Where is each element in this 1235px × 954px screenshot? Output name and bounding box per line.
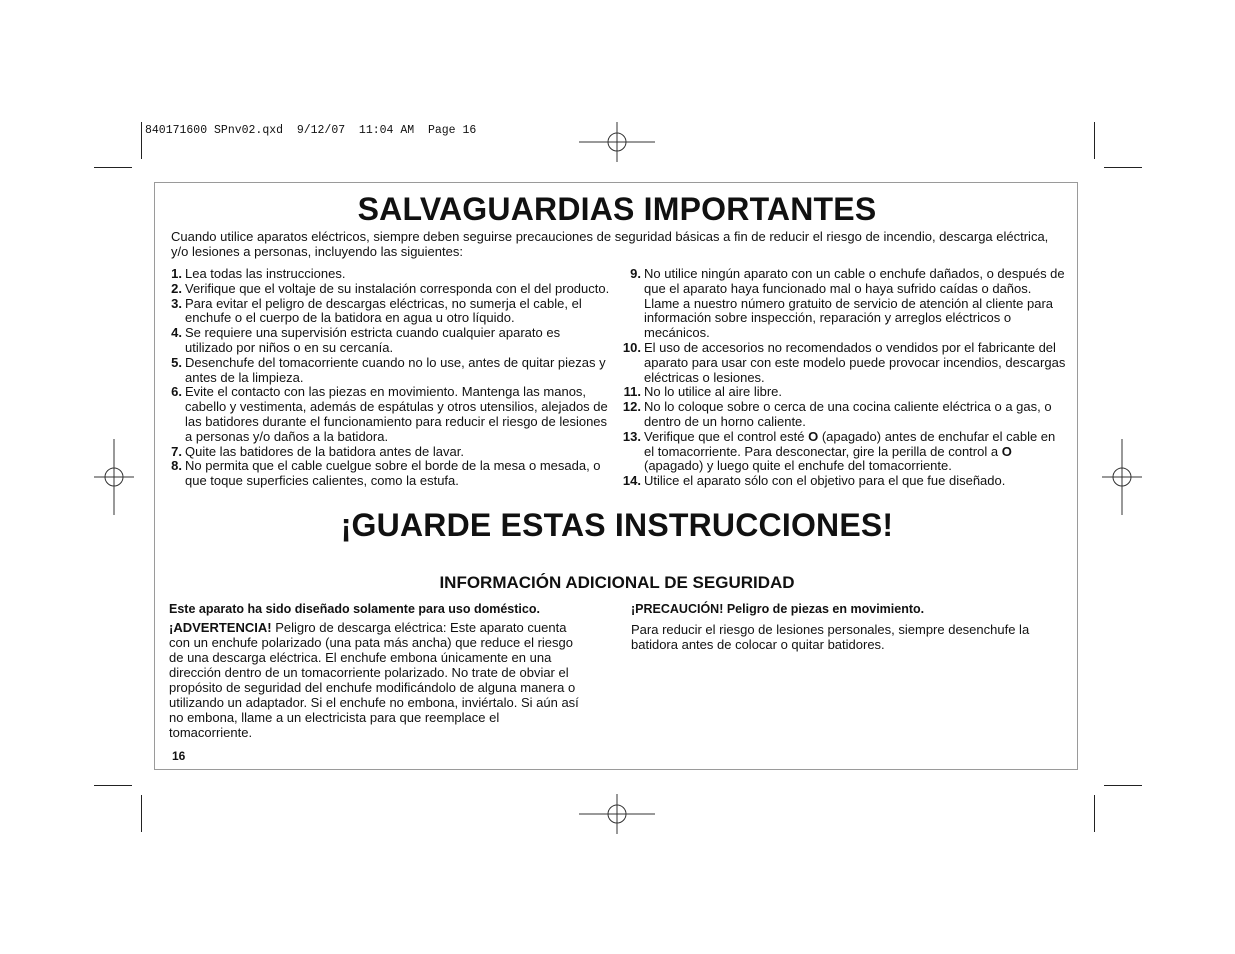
list-item: 12. No lo coloque sobre o cerca de una cocina caliente eléctrica o a gas, o dentro de un horno caliente. [622, 399, 1052, 429]
caution-section [631, 602, 1061, 652]
list-item: 10. El uso de accesorios no recomendados o vendidos por el fabricante del aparato para usar con este modelo puede provocar incendios, descargas eléctricas o lesiones. [622, 339, 1066, 385]
crop-mark [1104, 167, 1142, 168]
warning-paragraph: ¡ADVERTENCIA! Peligro de descarga eléctrica: Este aparato cuenta con un enchufe polarizado (una pata más ancha) que reduce el riesgo de una descarga eléctrica. El enchufe embona únicamente en una dirección dentro de un tomacorriente polarizado. No trate de obviar el propósito de seguridad del enchufe modificándolo de alguna manera o utilizando un adaptador. Si el enchufe no embona, inviértalo. Si aún así no embona, llame a un electricista para que reemplace el tomacorriente. [169, 620, 579, 740]
household-use-note: Este aparato ha sido diseñado solamente para uso doméstico. [169, 602, 540, 616]
page-title: SALVAGUARDIAS IMPORTANTES [357, 191, 877, 227]
intro-paragraph: Cuando utilice aparatos eléctricos, siempre deben seguirse precauciones de seguridad básicas a fin de reducir el riesgo de incendio, descarga eléctrica, y/o lesiones a personas, incluyendo las siguientes: [171, 229, 1049, 259]
list-item: 1. Lea todas las instrucciones. [171, 266, 346, 281]
file-slug: 840171600 SPnv02.qxd 9/12/07 11:04 AM Page 16 [145, 124, 477, 137]
rules-list-right [614, 267, 1066, 489]
list-item: 14. Utilice el aparato sólo con el objetivo para el que fue diseñado. [622, 473, 1006, 489]
registration-mark-right [1102, 439, 1142, 515]
save-instructions-title: ¡GUARDE ESTAS INSTRUCCIONES! [340, 507, 894, 543]
list-item: 6. Evite el contacto con las piezas en movimiento. Mantenga las manos, cabello y vestimenta, además de espátulas y otros utensilios, alejados de las batidores durante el funcionamiento para reducir el riesgo de lesiones a personas y/o daños a la batidora. [171, 384, 608, 444]
crop-mark [94, 167, 132, 168]
rules-list-left [155, 267, 610, 489]
list-item: 4. Se requiere una supervisión estricta cuando cualquier aparato es utilizado por niños o en su cercanía. [171, 325, 561, 355]
registration-mark-bottom [579, 794, 655, 834]
crop-mark [94, 785, 132, 786]
list-item: 3. Para evitar el peligro de descargas eléctricas, no sumerja el cable, el enchufe o el cuerpo de la batidora en agua u otro líquido. [171, 295, 582, 326]
list-item: 13. Verifique que el control esté O (apagado) antes de enchufar el cable en el tomacorriente. Para desconectar, gire la perilla de control a O (apagado) y luego quite el enchufe del tomacorriente. [622, 428, 1056, 474]
list-item: 7. Quite las batidores de la batidora antes de lavar. [171, 443, 464, 459]
registration-mark-top [579, 122, 655, 162]
crop-mark [1104, 785, 1142, 786]
page-number: 16 [172, 749, 186, 763]
crop-mark [141, 795, 142, 832]
list-item: 9. No utilice ningún aparato con un cable o enchufe dañados, o después de que el aparato haya funcionado mal o haya sufrido caídas o daños. Llame a nuestro número gratuito de servicio de atención al cliente para información sobre inspección, reparación y arreglos eléctricos o mecánicos. [630, 266, 1065, 341]
crop-mark [1094, 795, 1095, 832]
household-warning-section [169, 602, 579, 740]
list-item: 11. No lo utilice al aire libre. [623, 384, 783, 400]
additional-safety-heading: INFORMACIÓN ADICIONAL DE SEGURIDAD [439, 573, 795, 592]
registration-mark-left [94, 439, 134, 515]
crop-mark [141, 122, 142, 159]
warning-label: ¡ADVERTENCIA! [169, 620, 272, 635]
list-item: 5. Desenchufe del tomacorriente cuando no lo use, antes de quitar piezas y antes de la limpieza. [171, 354, 606, 385]
caution-heading: ¡PRECAUCIÓN! Peligro de piezas en movimiento. [631, 602, 925, 616]
crop-mark [1094, 122, 1095, 159]
list-item: 2. Verifique que el voltaje de su instalación corresponda con el del producto. [171, 280, 610, 296]
safeguards-panel [154, 182, 1078, 770]
caution-paragraph: Para reducir el riesgo de lesiones personales, siempre desenchufe la batidora antes de colocar o quitar batidores. [631, 622, 1030, 652]
list-item: 8. No permita que el cable cuelgue sobre el borde de la mesa o mesada, o que toque superficies calientes, como la estufa. [171, 458, 601, 489]
